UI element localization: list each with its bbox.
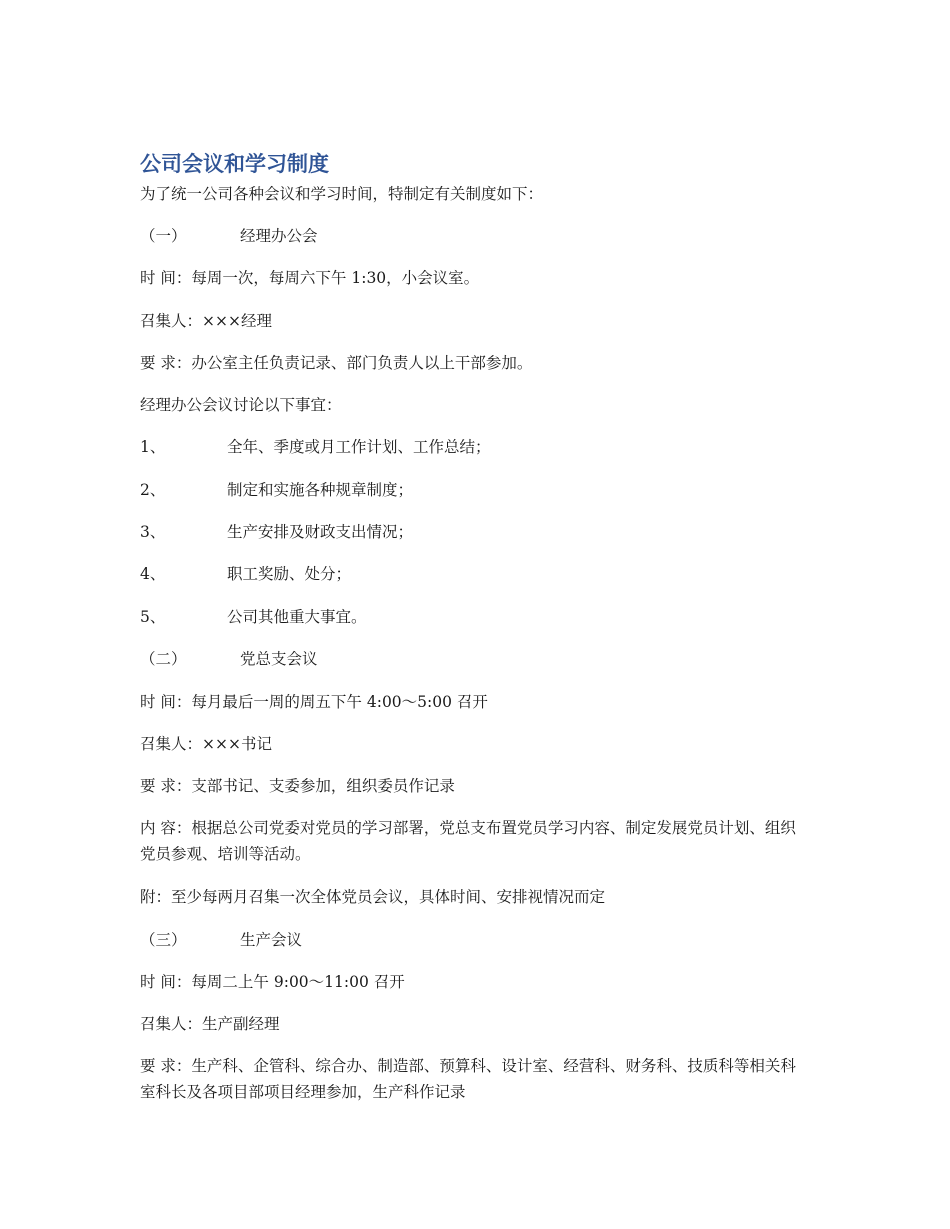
- section3-time: 时 间：每周二上午 9:00～11:00 召开: [140, 973, 405, 991]
- list-item: [140, 477, 413, 503]
- section-number: （二）: [140, 650, 187, 668]
- section-title: 生产会议: [240, 931, 303, 949]
- list-item-number: 1、: [140, 438, 166, 456]
- section2-note: 附：至少每两月召集一次全体党员会议，具体时间、安排视情况而定: [140, 888, 606, 906]
- list-item-text: 职工奖励、处分；: [227, 565, 352, 583]
- section-title: 经理办公会: [240, 227, 318, 245]
- section-heading-3: [140, 927, 302, 953]
- list-item-number: 3、: [140, 523, 166, 541]
- section1-discussion-intro: 经理办公会议讨论以下事宜：: [140, 396, 342, 414]
- section-number: （一）: [140, 227, 187, 245]
- section-heading-1: [140, 223, 318, 249]
- section2-convener: 召集人：×××书记: [140, 735, 272, 753]
- section2-time: 时 间：每月最后一周的周五下午 4:00～5:00 召开: [140, 693, 488, 711]
- list-item: [140, 434, 491, 460]
- list-item-number: 4、: [140, 565, 166, 583]
- section2-requirement: 要 求：支部书记、支委参加，组织委员作记录: [140, 777, 455, 795]
- list-item-text: 全年、季度或月工作计划、工作总结；: [227, 438, 491, 456]
- list-item-text: 生产安排及财政支出情况；: [227, 523, 414, 541]
- section-number: （三）: [140, 931, 187, 949]
- section3-requirement: 要 求：生产科、企管科、综合办、制造部、预算科、设计室、经营科、财务科、技质科等相关科室科长及各项目部项目经理参加，生产科作记录: [140, 1057, 796, 1101]
- section1-requirement: 要 求：办公室主任负责记录、部门负责人以上干部参加。: [140, 354, 533, 372]
- list-item: [140, 604, 367, 630]
- section3-convener: 召集人：生产副经理: [140, 1015, 280, 1033]
- section-title: 党总支会议: [240, 650, 318, 668]
- list-item-text: 制定和实施各种规章制度；: [227, 481, 414, 499]
- section1-time: 时 间：每周一次，每周六下午 1:30，小会议室。: [140, 269, 480, 287]
- intro-paragraph: 为了统一公司各种会议和学习时间，特制定有关制度如下：: [140, 185, 544, 203]
- list-item-text: 公司其他重大事宜。: [227, 608, 367, 626]
- list-item: [140, 519, 413, 545]
- section-heading-2: [140, 646, 318, 672]
- section2-content: 内 容：根据总公司党委对党员的学习部署，党总支布置党员学习内容、制定发展党员计划、组织党员参观、培训等活动。: [140, 819, 796, 863]
- document-title: 公司会议和学习制度: [140, 152, 329, 176]
- list-item-number: 5、: [140, 608, 166, 626]
- section1-convener: 召集人：×××经理: [140, 312, 272, 330]
- list-item: [140, 561, 351, 587]
- list-item-number: 2、: [140, 481, 166, 499]
